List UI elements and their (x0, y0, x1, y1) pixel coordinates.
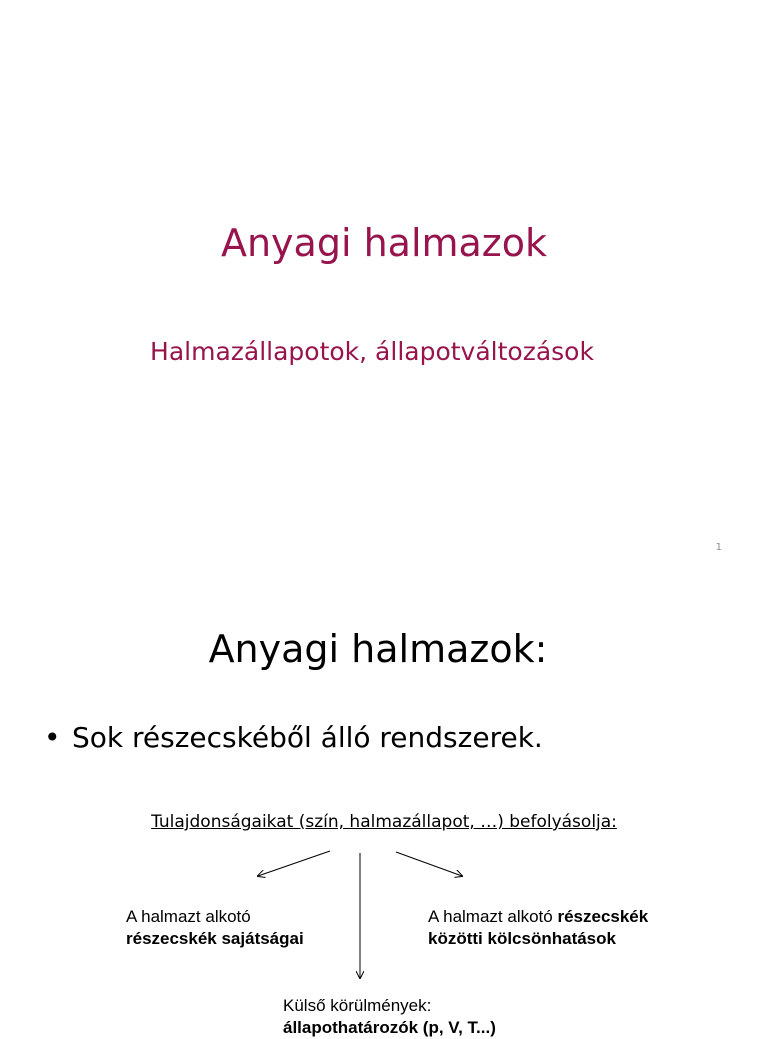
bullet-text: Sok részecskéből álló rendszerek. (72, 721, 543, 754)
bold-text: közötti kölcsönhatások (428, 929, 616, 948)
slide-title: Anyagi halmazok (220, 221, 548, 265)
page-number: 1 (715, 542, 722, 553)
bold-text: állapothatározók (p, V, T...) (283, 1018, 496, 1037)
bold-text: részecskék (557, 907, 649, 926)
box-line: Külső körülmények: (283, 996, 432, 1015)
particle-properties-box (126, 906, 304, 950)
box-line: A halmazt alkotó (126, 907, 251, 926)
slide-title: Anyagi halmazok: (208, 627, 548, 671)
bold-text: részecskék sajátságai (126, 929, 304, 948)
box-line (428, 906, 648, 928)
properties-text: Tulajdonságaikat (szín, halmazállapot, …) befolyásolja: (151, 812, 617, 832)
bullet-icon: • (44, 721, 61, 754)
slide-subtitle: Halmazállapotok, állapotváltozások (150, 337, 594, 366)
box-line-bold (126, 928, 304, 950)
arrow-right (396, 852, 462, 876)
normal-text: A halmazt alkotó (428, 907, 558, 926)
arrow-left (258, 851, 330, 876)
box-line-bold (428, 928, 648, 950)
slide-2 (0, 572, 768, 1037)
interactions-box (428, 906, 648, 950)
box-line-bold (283, 1017, 496, 1039)
arrows-diagram (0, 572, 768, 1024)
external-conditions-box (283, 995, 496, 1039)
